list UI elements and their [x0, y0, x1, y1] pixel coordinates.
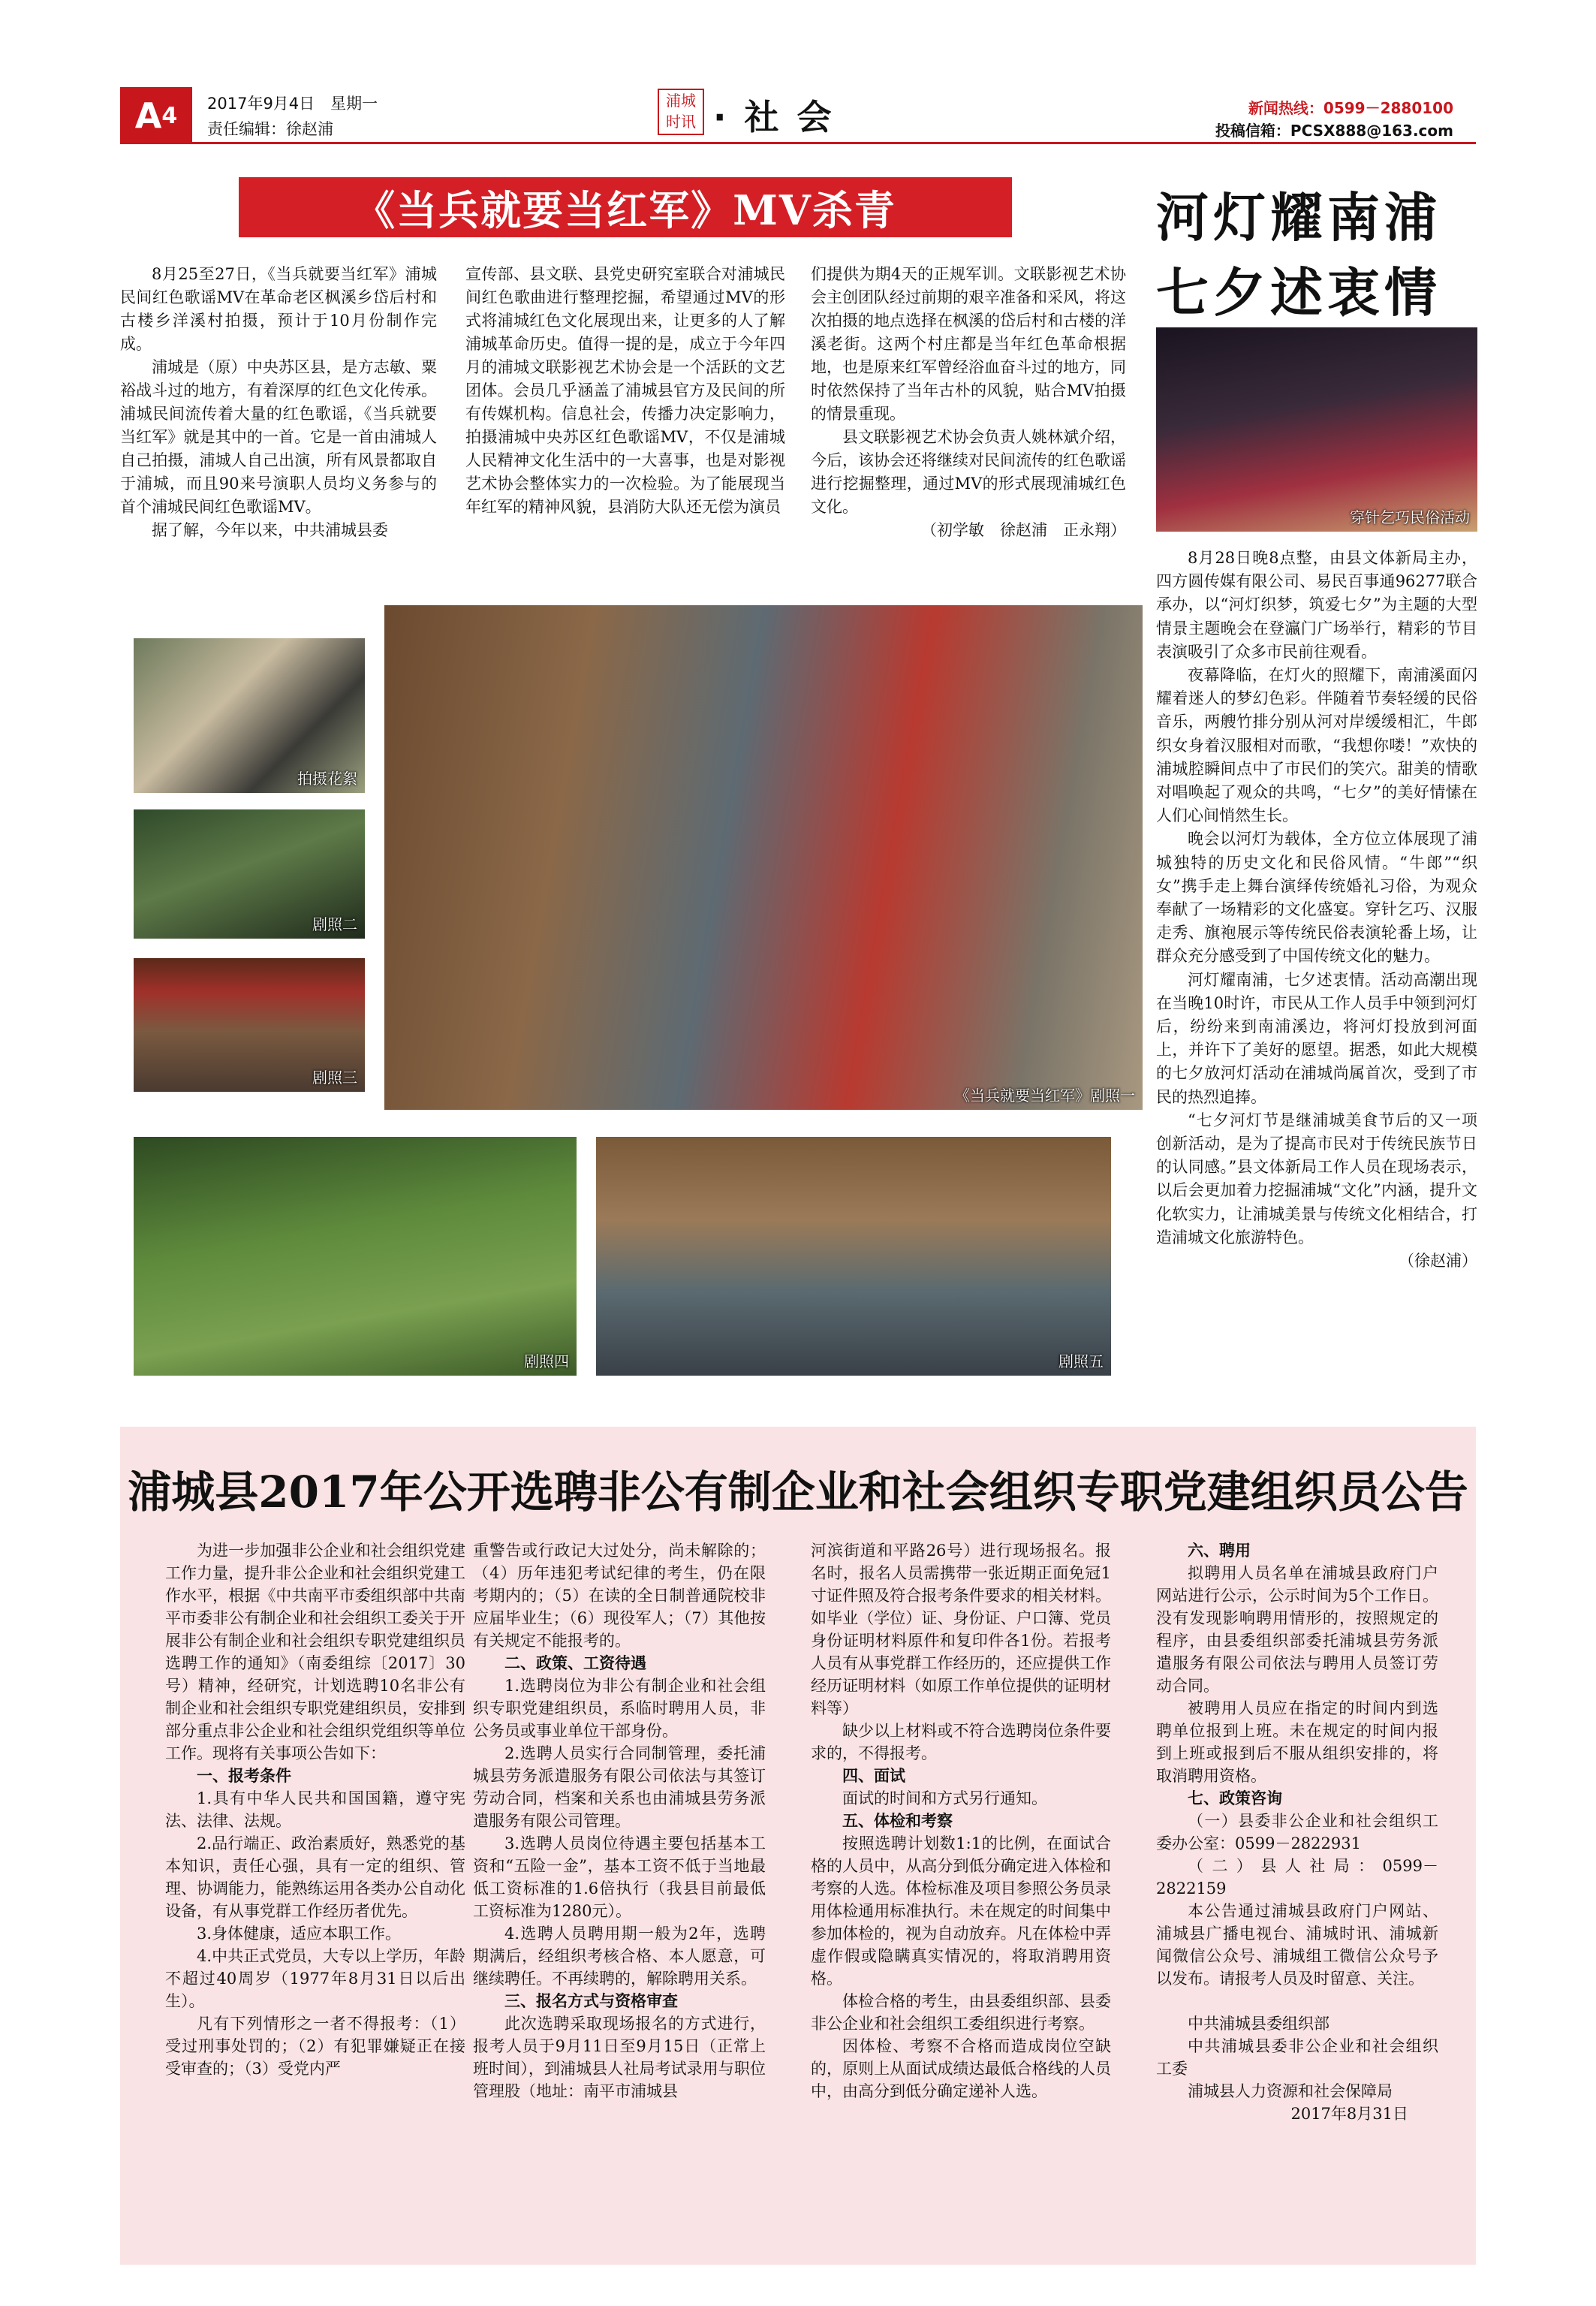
- section-heading: 二、政策、工资待遇: [504, 1653, 646, 1672]
- photo-still-five: [596, 1137, 1111, 1376]
- photo-still-four: [134, 1137, 577, 1376]
- signatory: 浦城县人力资源和社会保障局: [1188, 2082, 1393, 2100]
- signatory: 中共浦城县委组织部: [1188, 2015, 1329, 2033]
- paragraph: 缺少以上材料或不符合选聘岗位条件要求的，不得报考。: [811, 1722, 1111, 1762]
- photo-still-three: [134, 958, 365, 1092]
- announcement-box: [120, 1427, 1476, 2265]
- announcement-col4: [1156, 1539, 1438, 2125]
- submission-email: 投稿信箱：PCSX888@163.com: [1215, 122, 1453, 140]
- paragraph: 为进一步加强非公企业和社会组织党建工作力量，提升非公企业和社会组织党建工作水平，根据《中共南平市委组织部中共南平市委非公有制企业和社会组织工委关于开展非公有制企业和社会组织专职党建组织员选聘工作的通知》（南委组综〔2017〕30号）精神，经研究，计划选聘10名非公有制企业和社会组织专职党建组织员，安排到部分重点非公企业和社会组织党组织等单位工作。现将有关事项公告如下：: [165, 1542, 465, 1762]
- spacer: [1156, 1990, 1438, 2012]
- article1-headline: 《当兵就要当红军》MV杀青: [239, 177, 1012, 237]
- paragraph: 3.选聘人员岗位待遇主要包括基本工资和“五险一金”，基本工资不低于当地最低工资标准的1.6倍执行（我县目前最低工资标准为1280元）。: [473, 1834, 766, 1920]
- paragraph: 体检合格的考生，由县委组织部、县委非公企业和社会组织工委组织进行考察。: [811, 1992, 1111, 2033]
- paragraph: 浦城是（原）中央苏区县，是方志敏、粟裕战斗过的地方，有着深厚的红色文化传承。浦城民间流传着大量的红色歌谣，《当兵就要当红军》就是其中的一首。它是一首由浦城人自己拍摄，浦城人自己出演，所有风景都取自于浦城，而且90来号演职人员均义务参与的首个浦城民间红色歌谣MV。: [120, 358, 437, 516]
- section-heading: 七、政策咨询: [1188, 1789, 1282, 1807]
- paragraph: 们提供为期4天的正规军训。文联影视艺术协会主创团队经过前期的艰辛准备和采风，将这次拍摄的地点选择在枫溪的岱后村和古楼的洋溪老街。这两个村庄都是当年红色革命根据地，也是原来红军曾经浴血奋斗过的地方，同时依然保持了当年古朴的风貌，贴合MV拍摄的情景重现。: [811, 265, 1126, 423]
- announcement-col3: [811, 1539, 1111, 2103]
- announcement-date: 2017年8月31日: [1290, 2105, 1408, 2123]
- paragraph: 夜幕降临，在灯火的照耀下，南浦溪面闪耀着迷人的梦幻色彩。伴随着节奏轻缓的民俗音乐，两艘竹排分别从河对岸缓缓相汇，牛郎织女身着汉服相对而歌，“我想你喽！”欢快的浦城腔瞬间点中了市民们的笑穴。甜美的情歌对唱唤起了观众的共鸣，“七夕”的美好情愫在人们心间悄然生长。: [1156, 666, 1477, 825]
- photo-caption: 剧照四: [524, 1352, 569, 1370]
- responsible-editor: 责任编辑：徐赵浦: [207, 120, 333, 138]
- announcement-title: 浦城县2017年公开选聘非公有制企业和社会组织专职党建组织员公告: [128, 1466, 1468, 1518]
- paragraph: 8月28日晚8点整，由县文体新局主办，四方圆传媒有限公司、易民百事通96277联合承办，以“河灯织梦，筑爱七夕”为主题的大型情景主题晚会在登瀛门广场举行，精彩的节目表演吸引了众多市民前往观看。: [1156, 549, 1477, 661]
- issue-date: 2017年9月4日 星期一: [207, 95, 378, 113]
- paragraph: 1.具有中华人民共和国国籍，遵守宪法、法律、法规。: [165, 1789, 465, 1830]
- photo-still-two: [134, 809, 365, 939]
- signatory: 中共浦城县委非公企业和社会组织工委: [1156, 2037, 1438, 2078]
- paragraph: 2.品行端正、政治素质好，熟悉党的基本知识，责任心强，具有一定的组织、管理、协调能力，能熟练运用各类办公自动化设备，有从事党群工作经历者优先。: [165, 1834, 465, 1920]
- announcement-col2: [465, 1539, 766, 2103]
- paragraph: 8月25至27日，《当兵就要当红军》浦城民间红色歌谣MV在革命老区枫溪乡岱后村和古楼乡洋溪村拍摄，预计于10月份制作完成。: [120, 265, 437, 353]
- article2-body: [1156, 547, 1477, 1273]
- news-hotline: 新闻热线：0599－2880100: [1248, 99, 1453, 117]
- article1-col1: [120, 263, 437, 542]
- paragraph: 河滨街道和平路26号）进行现场报名。报名时，报名人员需携带一张近期正面免冠1寸证件照及符合报考条件要求的相关材料。如毕业（学位）证、身份证、户口簿、党员身份证明材料原件和复印件各1份。若报考人员有从事党群工作经历的，还应提供工作经历证明材料（如原工作单位提供的证明材料等）: [811, 1542, 1111, 1717]
- title-line: 七夕述衷情: [1156, 261, 1441, 324]
- section-heading: 五、体检和考察: [842, 1811, 953, 1830]
- photo-caption: 穿针乞巧民俗活动: [1350, 508, 1470, 526]
- paragraph: （一）县委非公企业和社会组织工委办公室：0599－2822931: [1156, 1812, 1438, 1852]
- paragraph: 凡有下列情形之一者不得报考：（1）受过刑事处罚的；（2）有犯罪嫌疑正在接受审查的；（3）受党内严: [165, 2015, 465, 2078]
- paragraph: 拟聘用人员名单在浦城县政府门户网站进行公示，公示时间为5个工作日。没有发现影响聘用情形的，按照规定的程序，由县委组织部委托浦城县劳务派遣服务有限公司依法与聘用人员签订劳动合同。: [1156, 1564, 1438, 1695]
- photo-caption: 《当兵就要当红军》剧照一: [955, 1087, 1135, 1105]
- paragraph: 3.身体健康，适应本职工作。: [197, 1925, 402, 1943]
- paragraph: 宣传部、县文联、县党史研究室联合对浦城民间红色歌曲进行整理挖掘，希望通过MV的形式将浦城红色文化展现出来，让更多的人了解浦城革命历史。值得一提的是，成立于今年四月的浦城文联影视艺术协会是一个活跃的文艺团体。会员几乎涵盖了浦城县官方及民间的所有传媒机构。信息社会，传播力决定影响力，拍摄浦城中央苏区红色歌谣MV，不仅是浦城人民精神文化生活中的一大喜事，也是对影视艺术协会整体实力的一次检验。为了能展现当年红军的精神风貌，县消防大队还无偿为演员: [465, 265, 785, 516]
- paragraph: 本公告通过浦城县政府门户网站、浦城县广播电视台、浦城时讯、浦城新闻微信公众号、浦城组工微信公众号予以发布。请报考人员及时留意、关注。: [1156, 1902, 1438, 1988]
- paragraph: 据了解，今年以来，中共浦城县委: [152, 521, 388, 539]
- section-heading: 三、报名方式与资格审查: [504, 1991, 678, 2010]
- section-heading: 一、报考条件: [197, 1766, 291, 1785]
- article1-col3: [811, 263, 1126, 542]
- paragraph: 4.选聘人员聘用期一般为2年，选聘期满后，经组织考核合格、本人愿意，可继续聘任。不再续聘的，解除聘用关系。: [473, 1925, 766, 1988]
- photo-qixi-event: [1156, 327, 1477, 532]
- photo-caption: 剧照五: [1058, 1352, 1104, 1370]
- announcement-col1: [165, 1539, 465, 2080]
- photo-caption: 剧照二: [312, 915, 357, 933]
- paragraph: 2.选聘人员实行合同制管理，委托浦城县劳务派遣服务有限公司依法与其签订劳动合同，档案和关系也由浦城县劳务派遣服务有限公司管理。: [473, 1744, 766, 1830]
- paragraph: 1.选聘岗位为非公有制企业和社会组织专职党建组织员，系临时聘用人员，非公务员或事业单位干部身份。: [473, 1677, 766, 1740]
- paragraph: 晚会以河灯为载体，全方位立体展现了浦城独特的历史文化和民俗风情。“牛郎”“织女”携手走上舞台演绎传统婚礼习俗，为观众奉献了一场精彩的文化盛宴。穿针乞巧、汉服走秀、旗袍展示等传统民俗表演轮番上场，让群众充分感受到了中国传统文化的魅力。: [1156, 830, 1477, 966]
- byline: （徐赵浦）: [1399, 1252, 1477, 1271]
- section-heading: 四、面试: [842, 1766, 905, 1785]
- paragraph: 县文联影视艺术协会负责人姚林斌介绍，今后，该协会还将继续对民间流传的红色歌谣进行挖掘整理，通过MV的形式展现浦城红色文化。: [811, 428, 1126, 516]
- paragraph: 河灯耀南浦，七夕述衷情。活动高潮出现在当晚10时许，市民从工作人员手中领到河灯后，纷纷来到南浦溪边，将河灯投放到河面上，并许下了美好的愿望。据悉，如此大规模的七夕放河灯活动在浦城尚属首次，受到了市民的热烈追捧。: [1156, 970, 1477, 1106]
- paragraph: （二）县人社局：0599－2822159: [1156, 1857, 1438, 1898]
- paragraph: 4.中共正式党员，大专以上学历，年龄不超过40周岁（1977年8月31日以后出生）。: [165, 1947, 465, 2010]
- photo-caption: 拍摄花絮: [297, 770, 357, 788]
- page-number: A 4: [120, 87, 192, 144]
- article1-col2: [465, 263, 785, 519]
- section-title: ·社会: [713, 97, 850, 137]
- paragraph: 重警告或行政记大过处分，尚未解除的；（4）历年违犯考试纪律的考生，仍在限考期内的；（5）在读的全日制普通院校非应届毕业生；（6）现役军人；（7）其他按有关规定不能报考的。: [473, 1542, 766, 1650]
- paragraph: 因体检、考察不合格而造成岗位空缺的，原则上从面试成绩达最低合格线的人员中，由高分到低分确定递补人选。: [811, 2037, 1111, 2100]
- brand-logo: 浦城时讯: [658, 89, 704, 135]
- paragraph: 面试的时间和方式另行通知。: [842, 1789, 1047, 1807]
- photo-caption: 剧照三: [312, 1069, 357, 1087]
- paragraph: 被聘用人员应在指定的时间内到选聘单位报到上班。未在规定的时间内报到上班或报到后不服从组织安排的，将取消聘用资格。: [1156, 1699, 1438, 1785]
- title-line: 河灯耀南浦: [1156, 186, 1441, 249]
- masthead: [120, 87, 1476, 144]
- paragraph: “七夕河灯节是继浦城美食节后的又一项创新活动，是为了提高市民对于传统民族节日的认同感。”县文体新局工作人员在现场表示，以后会更加着力挖掘浦城“文化”内涵，提升文化软实力，让浦城美景与传统文化相结合，打造浦城文化旅游特色。: [1156, 1111, 1477, 1246]
- photo-behind-scenes: [134, 638, 365, 793]
- photo-main-still: [384, 605, 1143, 1110]
- article2-title: [1156, 180, 1479, 330]
- paragraph: 此次选聘采取现场报名的方式进行，报考人员于9月11日至9月15日（正常上班时间），到浦城县人社局考试录用与职位管理股（地址：南平市浦城县: [473, 2015, 766, 2100]
- section-heading: 六、聘用: [1188, 1541, 1251, 1560]
- paragraph: 按照选聘计划数1:1的比例，在面试合格的人员中，从高分到低分确定进入体检和考察的人选。体检标准及项目参照公务员录用体检通用标准执行。未在规定的时间集中参加体检的，视为自动放弃。凡在体检中弄虚作假或隐瞒真实情况的，将取消聘用资格。: [811, 1834, 1111, 1988]
- byline: （初学敏 徐赵浦 正永翔）: [921, 521, 1126, 539]
